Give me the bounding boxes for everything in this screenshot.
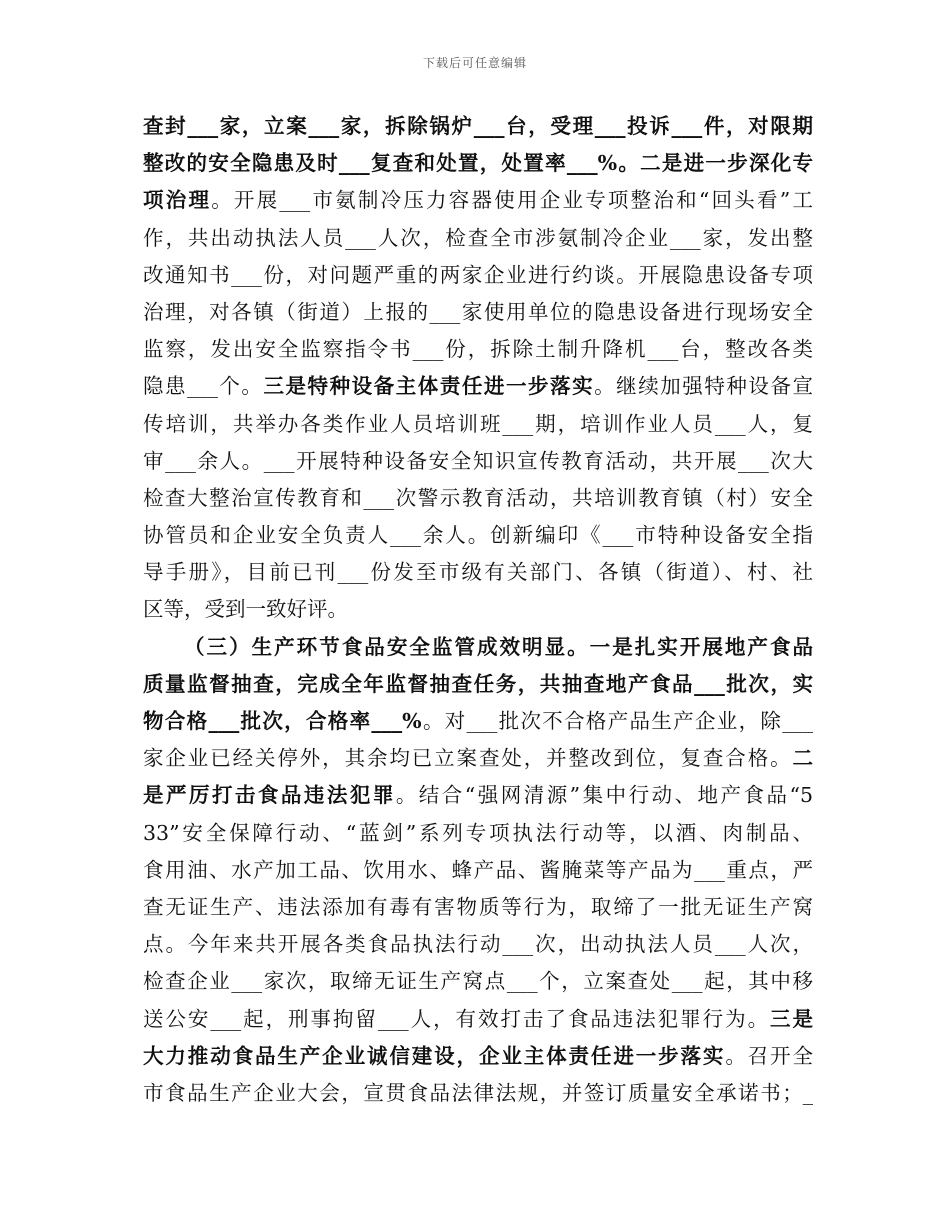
text-run: 区等，受到一致好评。 bbox=[143, 597, 348, 622]
body-line bbox=[143, 889, 813, 926]
body-line bbox=[143, 591, 813, 628]
text-run: 送公安___起，刑事拘留___人，有效打击了食品违法犯罪行为。 bbox=[143, 1006, 771, 1031]
text-run: 改通知书___份，对问题严重的两家企业进行约谈。开展隐患设备专项 bbox=[143, 262, 813, 287]
bold-text-run: 是严厉打击食品违法犯罪 bbox=[143, 783, 396, 808]
text-run: 检查大整治宣传教育和___次警示教育活动，共培训教育镇（村）安全 bbox=[143, 485, 813, 510]
text-run: 家企业已经关停外，其余均已立案查处，并整改到位，复查合格。 bbox=[143, 746, 793, 771]
text-run: 。开展___市氨制冷压力容器使用企业专项整治和“回头看”工 bbox=[211, 188, 813, 213]
bold-text-run: 大力推动食品生产企业诚信建设，企业主体责任进一步落实 bbox=[143, 1043, 726, 1068]
bold-text-run: 查封___家，立案___家，拆除锅炉___台，受理___投诉___件，对限期 bbox=[143, 114, 813, 138]
body-line bbox=[143, 220, 813, 257]
body-line bbox=[143, 740, 813, 777]
body-line bbox=[143, 926, 813, 963]
bold-text-run: 二 bbox=[792, 746, 813, 771]
body-line bbox=[143, 145, 813, 182]
text-run: 。结合“强网清源”集中行动、地产食品“5 bbox=[395, 783, 814, 808]
text-run: 传培训，共举办各类作业人员培训班___期，培训作业人员___人，复 bbox=[143, 411, 813, 436]
body-line bbox=[143, 480, 813, 517]
body-line bbox=[143, 368, 813, 405]
text-run: 协管员和企业安全负责人___余人。创新编印《___市特种设备安全指 bbox=[143, 523, 813, 548]
body-line bbox=[143, 666, 813, 703]
body-line bbox=[143, 963, 813, 1000]
body-line bbox=[143, 1075, 813, 1112]
text-run: 。继续加强特种设备宣 bbox=[594, 374, 814, 399]
text-run: 点。今年来共开展各类食品执法行动___次，出动执法人员___人次， bbox=[143, 932, 813, 957]
body-line bbox=[143, 777, 813, 814]
body-line bbox=[143, 257, 813, 294]
body-line bbox=[143, 406, 813, 443]
bold-text-run: （三）生产环节食品安全监管成效明显。一是扎实开展地产食品 bbox=[184, 634, 813, 659]
text-run: 市食品生产企业大会，宣贯食品法律法规，并签订质量安全承诺书；_ bbox=[143, 1080, 813, 1105]
text-run: 。对___批次不合格产品生产企业，除___ bbox=[421, 709, 814, 733]
text-run: 查无证生产、违法添加有毒有害物质等行为，取缔了一批无证生产窝 bbox=[143, 894, 813, 919]
bold-text-run: 三是 bbox=[770, 1006, 814, 1031]
text-run: 。召开全 bbox=[725, 1043, 814, 1068]
body-line bbox=[143, 815, 813, 852]
bold-text-run: 整改的安全隐患及时___复查和处置，处置率___%。二是进一步深化专 bbox=[143, 151, 813, 176]
body-line bbox=[143, 517, 813, 554]
page-header: 下载后可任意编辑 bbox=[422, 56, 527, 70]
body-line bbox=[143, 331, 813, 368]
body-line bbox=[143, 1038, 813, 1075]
text-run: 检查企业___家次，取缔无证生产窝点___个，立案查处___起，其中移 bbox=[143, 969, 813, 994]
body-line bbox=[143, 629, 813, 666]
bold-text-run: 物合格___批次，合格率___% bbox=[143, 709, 422, 733]
document-body bbox=[143, 108, 813, 1112]
text-run: 治理，对各镇（街道）上报的___家使用单位的隐患设备进行现场安全 bbox=[143, 299, 813, 324]
text-run: 导手册》，目前已刊___份发至市级有关部门、各镇（街道）、村、社 bbox=[143, 560, 813, 585]
text-run: 作，共出动执法人员___人次，检查全市涉氨制冷企业___家，发出整 bbox=[143, 225, 813, 250]
body-line bbox=[143, 1001, 813, 1038]
bold-text-run: 项治理 bbox=[143, 188, 212, 213]
body-line bbox=[143, 182, 813, 219]
text-run: 审___余人。___开展特种设备安全知识宣传教育活动，共开展___次大 bbox=[143, 448, 813, 473]
text-run: 33”安全保障行动、“蓝剑”系列专项执法行动等，以酒、肉制品、 bbox=[143, 820, 813, 845]
text-run: 隐患___个。 bbox=[143, 374, 264, 399]
bold-text-run: 三是特种设备主体责任进一步落实 bbox=[263, 374, 595, 399]
text-run: 食用油、水产加工品、饮用水、蜂产品、酱腌菜等产品为___重点，严 bbox=[143, 857, 813, 882]
body-line bbox=[143, 108, 813, 145]
bold-text-run: 质量监督抽查，完成全年监督抽查任务，共抽查地产食品___批次，实 bbox=[143, 671, 813, 696]
body-line bbox=[143, 554, 813, 591]
body-line bbox=[143, 703, 813, 740]
body-line bbox=[143, 443, 813, 480]
body-line bbox=[143, 852, 813, 889]
body-line bbox=[143, 294, 813, 331]
text-run: 监察，发出安全监察指令书___份，拆除土制升降机___台，整改各类 bbox=[143, 337, 813, 362]
